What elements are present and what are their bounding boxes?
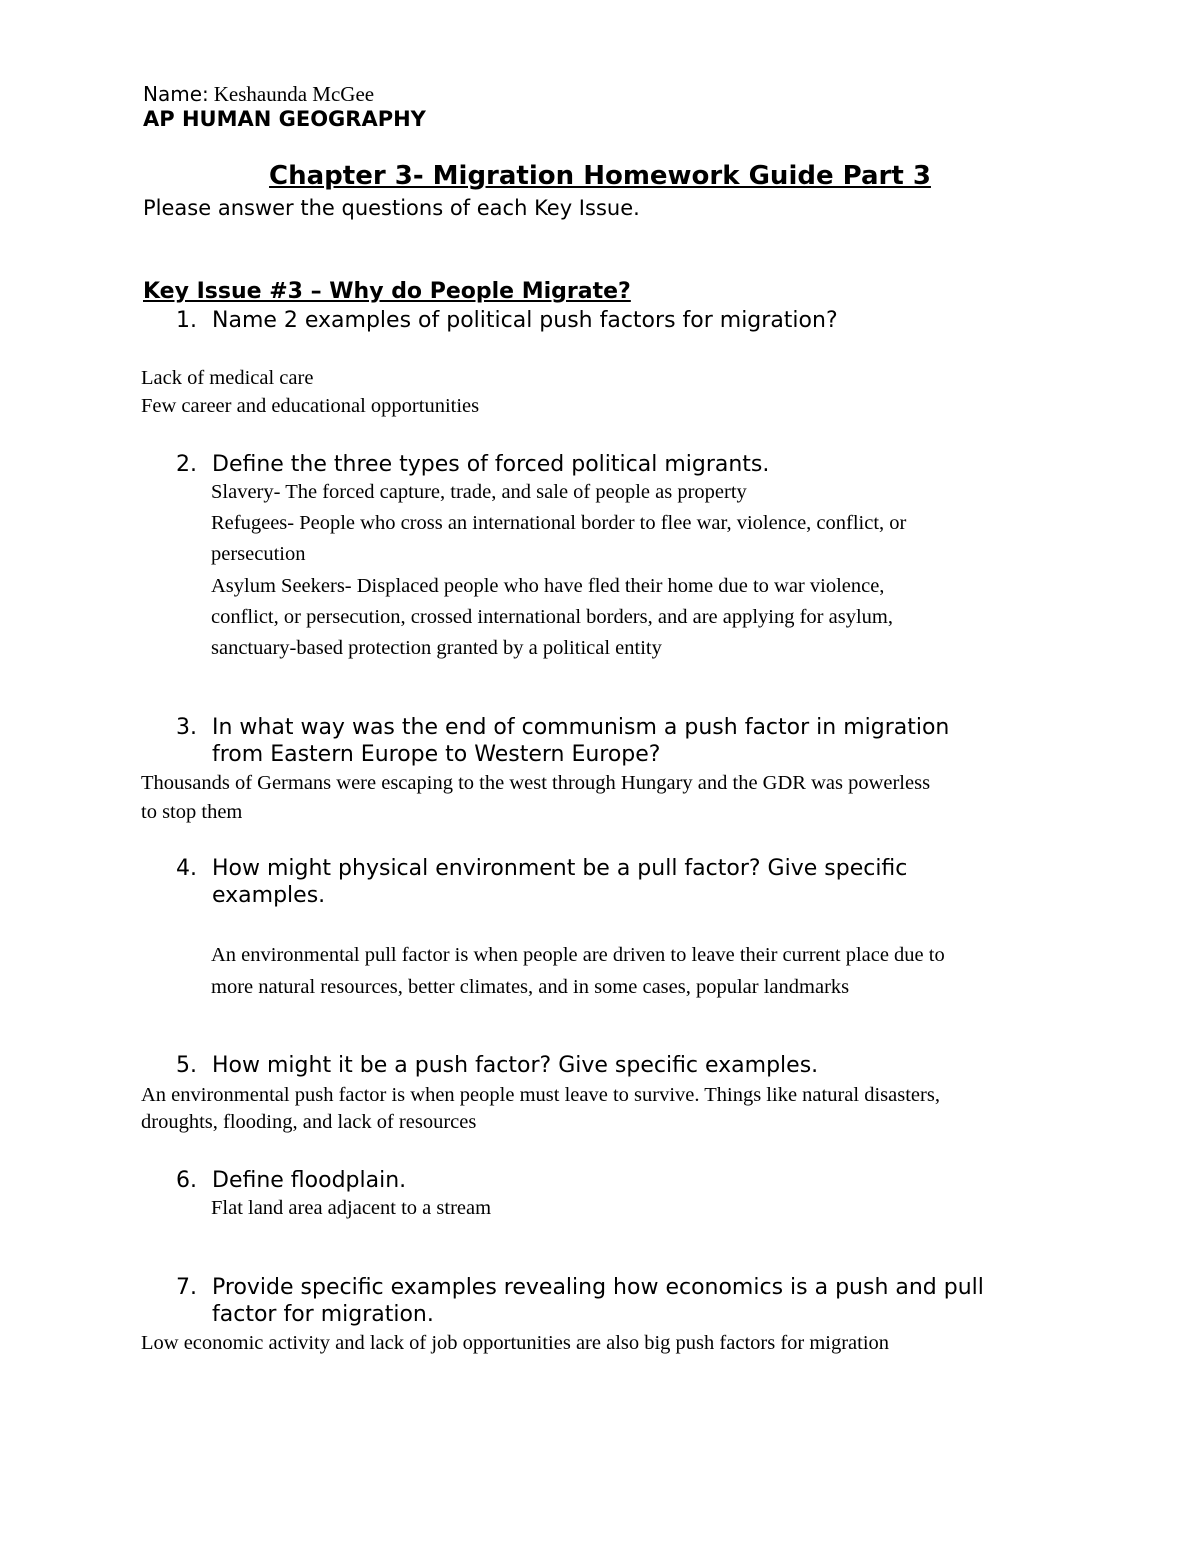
key-issue-heading: Key Issue #3 – Why do People Migrate? [143,279,631,304]
question-2-answer-3: persecution [211,543,306,565]
question-2-number: 2. [176,452,197,477]
question-5-answer-2: droughts, flooding, and lack of resources [141,1111,477,1133]
question-4-number: 4. [176,856,197,881]
question-4-answer-1: An environmental pull factor is when people are driven to leave their current place due to [211,944,945,966]
question-2-answer-1: Slavery- The forced capture, trade, and sale of people as property [211,481,747,503]
question-4-text-line-2: examples. [212,883,326,908]
question-3-number: 3. [176,715,197,740]
question-6-text: Define floodplain. [212,1168,407,1193]
question-7-text-line-1: Provide specific examples revealing how economics is a push and pull [212,1275,984,1300]
question-7-answer-1: Low economic activity and lack of job opportunities are also big push factors for migration [141,1332,890,1354]
question-1-text: Name 2 examples of political push factors for migration? [212,308,838,333]
question-4-answer-2: more natural resources, better climates, and in some cases, popular landmarks [211,976,850,998]
question-7-text-line-2: factor for migration. [212,1302,434,1327]
course-title: AP HUMAN GEOGRAPHY [143,107,426,131]
question-5-number: 5. [176,1053,197,1078]
question-3-answer-1: Thousands of Germans were escaping to the west through Hungary and the GDR was powerless [141,772,931,794]
page-title: Chapter 3- Migration Homework Guide Part 3 [269,161,931,191]
name-label: Name: [143,82,209,106]
question-6-answer-1: Flat land area adjacent to a stream [211,1197,492,1219]
instructions: Please answer the questions of each Key Issue. [143,196,640,220]
question-1-answer-1: Lack of medical care [141,367,314,389]
question-2-answer-6: sanctuary-based protection granted by a political entity [211,637,662,659]
question-1-number: 1. [176,308,197,333]
question-5-answer-1: An environmental push factor is when people must leave to survive. Things like natural disasters, [141,1084,940,1106]
question-3-answer-2: to stop them [141,801,243,823]
question-3-text-line-2: from Eastern Europe to Western Europe? [212,742,661,767]
question-2-answer-2: Refugees- People who cross an international border to flee war, violence, conflict, or [211,512,907,534]
name-value: Keshaunda McGee [213,82,375,106]
question-4-text-line-1: How might physical environment be a pull factor? Give specific [205,856,908,881]
question-2-answer-4: Asylum Seekers- Displaced people who have fled their home due to war violence, [211,575,885,597]
question-5-text: How might it be a push factor? Give specific examples. [212,1053,819,1078]
question-7-number: 7. [176,1275,197,1300]
question-2-text: Define the three types of forced political migrants. [212,452,770,477]
name-line [143,82,374,107]
question-2-answer-5: conflict, or persecution, crossed international borders, and are applying for asylum, [211,606,893,628]
question-3-text-line-1: In what way was the end of communism a push factor in migration [212,715,950,740]
question-6-number: 6. [176,1168,197,1193]
question-1-answer-2: Few career and educational opportunities [141,395,480,417]
